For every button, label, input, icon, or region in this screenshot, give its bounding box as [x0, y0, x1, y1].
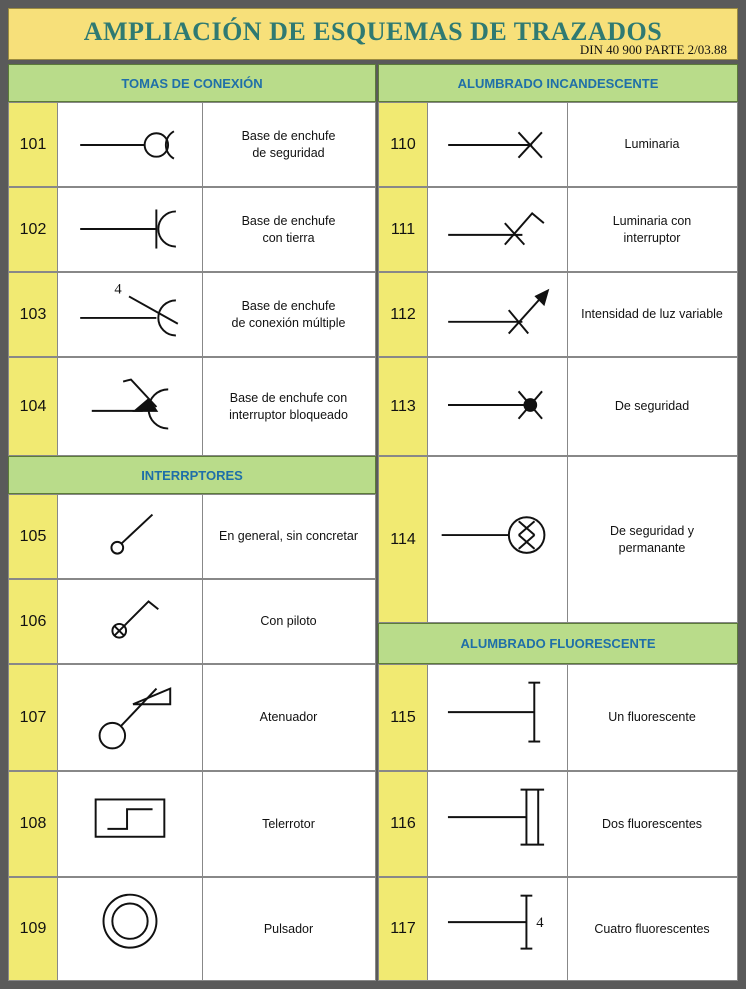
symbol-label: De seguridad y permanante — [609, 523, 695, 555]
symbol-row-116 — [378, 771, 738, 877]
symbol-row-103 — [8, 272, 376, 357]
socket-locked-switch-icon — [57, 358, 203, 455]
symbol-row-112 — [378, 272, 738, 357]
page-subtitle: DIN 40 900 PARTE 2/03.88 — [579, 42, 727, 57]
row-number: 111 — [379, 188, 428, 271]
section-header-incandescente: ALUMBRADO INCANDESCENTE — [378, 64, 738, 102]
telerrotor-icon — [57, 772, 203, 876]
symbol-row-109 — [8, 877, 376, 981]
symbol-label: Dos fluorescentes — [601, 816, 703, 831]
row-number: 108 — [9, 772, 58, 876]
symbol-row-115 — [378, 664, 738, 771]
dimmer-icon — [57, 665, 203, 770]
symbol-label: Intensidad de luz variable — [581, 307, 723, 322]
fluorescent-two-icon — [427, 772, 568, 876]
symbol-row-111 — [378, 187, 738, 272]
section-header-fluorescente: ALUMBRADO FLUORESCENTE — [378, 623, 738, 664]
row-number: 107 — [9, 665, 58, 770]
section-header-interruptores: INTERRPTORES — [8, 456, 376, 494]
multiple-count-mark: 4 — [114, 281, 122, 298]
socket-safety-icon — [57, 103, 203, 186]
switch-general-icon — [57, 495, 203, 578]
switch-pilot-icon — [57, 580, 203, 663]
symbol-label: Luminaria — [624, 137, 680, 152]
symbol-label: Un fluorescente — [608, 710, 696, 725]
symbol-label: Atenuador — [259, 710, 318, 725]
page-title: AMPLIACIÓN DE ESQUEMAS DE TRAZADOS — [83, 17, 663, 46]
row-number: 109 — [9, 878, 58, 980]
symbol-label: Con piloto — [260, 614, 317, 629]
symbol-row-113 — [378, 357, 738, 456]
row-number: 102 — [9, 188, 58, 271]
socket-multiple-icon — [57, 273, 203, 356]
symbol-row-107 — [8, 664, 376, 771]
row-number: 112 — [379, 273, 428, 356]
row-number: 115 — [379, 665, 428, 770]
symbol-row-106 — [8, 579, 376, 664]
symbol-row-108 — [8, 771, 376, 877]
symbol-row-105 — [8, 494, 376, 579]
symbol-label: Cuatro fluorescentes — [594, 921, 710, 936]
symbol-row-114 — [378, 456, 738, 623]
luminaire-variable-icon — [427, 273, 568, 356]
row-number: 105 — [9, 495, 58, 578]
title-banner — [8, 8, 738, 60]
row-number: 114 — [379, 457, 428, 622]
fluorescent-count-mark: 4 — [536, 915, 544, 932]
row-number: 103 — [9, 273, 58, 356]
symbol-label: En general, sin concretar — [219, 529, 358, 544]
fluorescent-one-icon — [427, 665, 568, 770]
symbol-label: Base de enchufe con tierra — [241, 213, 336, 245]
row-number: 101 — [9, 103, 58, 186]
row-number: 106 — [9, 580, 58, 663]
luminaire-permanent-icon — [427, 457, 568, 622]
socket-earth-icon — [57, 188, 203, 271]
symbol-row-110 — [378, 102, 738, 187]
symbol-label: Pulsador — [263, 921, 314, 936]
luminaire-switch-icon — [427, 188, 568, 271]
symbol-label: Telerrotor — [262, 816, 315, 831]
symbol-label: De seguridad — [614, 399, 690, 414]
row-number: 116 — [379, 772, 428, 876]
symbol-row-101 — [8, 102, 376, 187]
fluorescent-four-icon — [427, 878, 568, 980]
symbol-row-117 — [378, 877, 738, 981]
pushbutton-icon — [57, 878, 203, 980]
symbol-row-104 — [8, 357, 376, 456]
symbol-label: Base de enchufe de seguridad — [241, 128, 336, 160]
luminaire-safety-icon — [427, 358, 568, 455]
luminaire-icon — [427, 103, 568, 186]
symbol-label: Base de enchufe de conexión múltiple — [231, 298, 346, 330]
row-number: 110 — [379, 103, 428, 186]
section-header-tomas: TOMAS DE CONEXIÓN — [8, 64, 376, 102]
row-number: 117 — [379, 878, 428, 980]
symbol-label: Base de enchufe con interruptor bloqueado — [229, 390, 348, 422]
row-number: 113 — [379, 358, 428, 455]
symbol-label: Luminaria con interruptor — [612, 213, 692, 245]
symbol-row-102 — [8, 187, 376, 272]
row-number: 104 — [9, 358, 58, 455]
